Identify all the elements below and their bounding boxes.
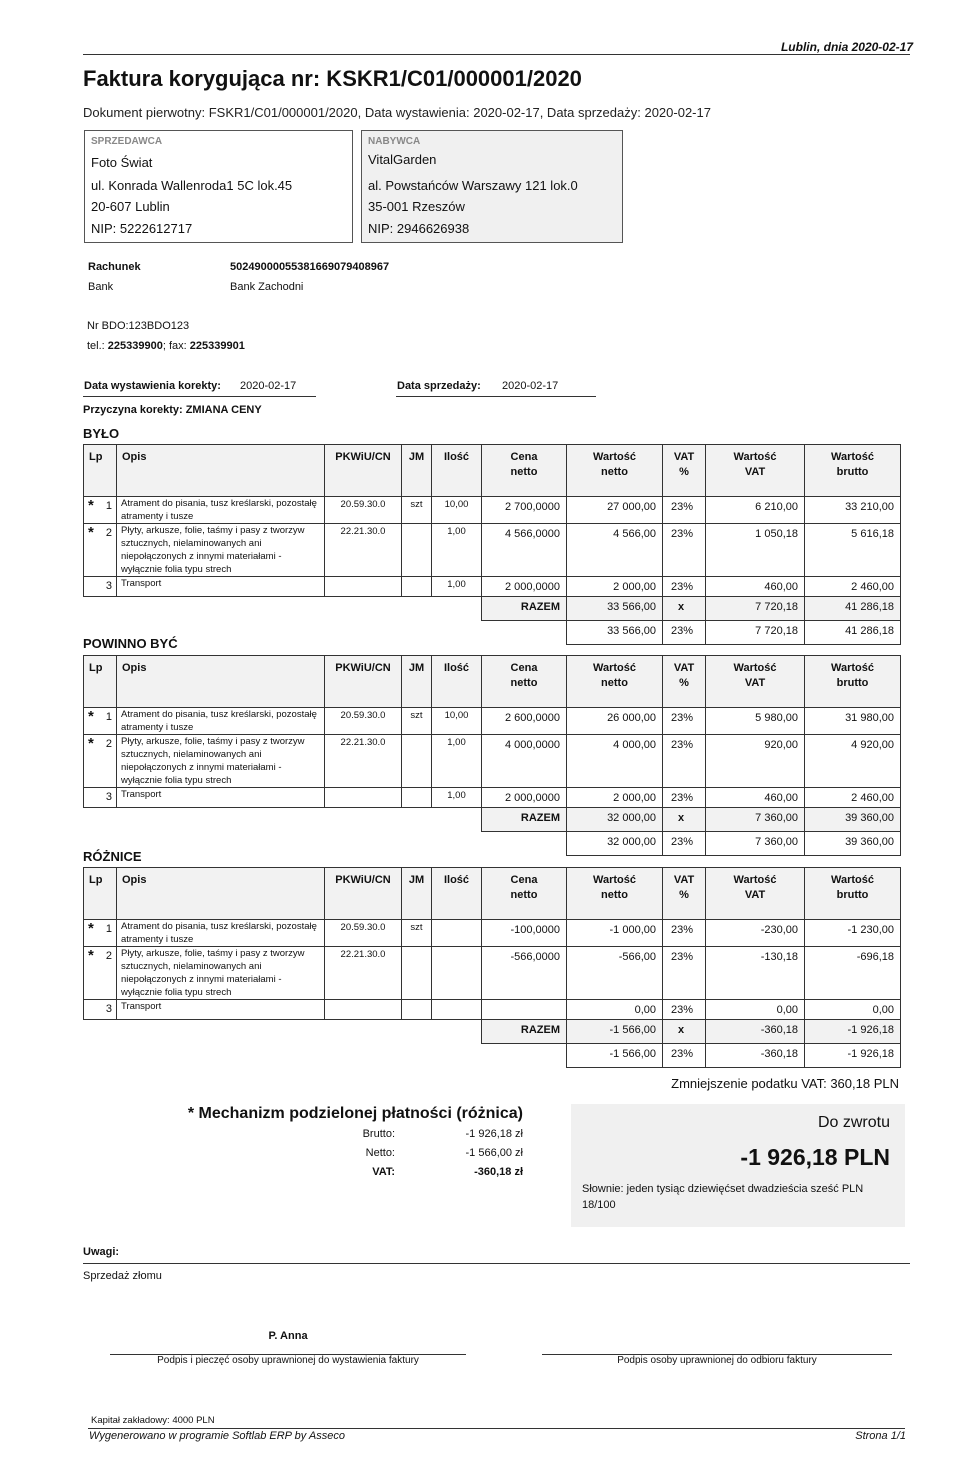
buyer-city: 35-001 Rzeszów — [368, 199, 465, 214]
notes-divider — [83, 1263, 910, 1264]
lp-cell — [84, 524, 117, 577]
item-pkwiu: 22.21.30.0 — [325, 524, 402, 577]
table-header — [84, 868, 901, 920]
item-gross-value: 5 616,18 — [805, 524, 901, 577]
summary-vat-rate: 23% — [663, 832, 706, 856]
section-title: RÓŻNICE — [83, 849, 142, 864]
lp-number: 1 — [105, 500, 112, 512]
split-payment-marker: * — [88, 524, 94, 541]
lp-cell — [84, 788, 117, 808]
table-row — [84, 577, 901, 597]
lp-number: 3 — [105, 791, 112, 803]
item-quantity — [432, 1000, 482, 1020]
totals-vat: -360,18 — [706, 1020, 805, 1044]
item-net-value: 26 000,00 — [567, 708, 663, 735]
table-row — [84, 788, 901, 808]
summary-net: -1 566,00 — [567, 1044, 663, 1068]
table-row — [84, 708, 901, 735]
col-pkwiu: PKWiU/CN — [325, 445, 402, 497]
col-vat-line1: VAT — [673, 662, 695, 674]
lp-number: 3 — [105, 1003, 112, 1015]
totals-vat: 7 360,00 — [706, 808, 805, 832]
item-unit — [402, 577, 432, 597]
col-vat-line2: % — [679, 677, 689, 689]
bank-name: Bank Zachodni — [230, 281, 304, 293]
col-wartosc-brutto — [805, 868, 901, 920]
col-wartosc-vat — [706, 656, 805, 708]
col-ilosc: Ilość — [432, 445, 482, 497]
item-unit-price — [482, 1000, 567, 1020]
item-unit-price: -100,0000 — [482, 920, 567, 947]
item-quantity: 1,00 — [432, 524, 482, 577]
split-brutto-value: -1 926,18 zł — [465, 1128, 523, 1140]
item-vat-rate: 23% — [663, 788, 706, 808]
item-vat-rate: 23% — [663, 708, 706, 735]
col-jm: JM — [402, 445, 432, 497]
totals-gross: 39 360,00 — [805, 808, 901, 832]
bank-label: Bank — [88, 281, 114, 293]
lp-cell — [84, 708, 117, 735]
items-table — [83, 867, 901, 1068]
col-wv-line1: Wartość — [733, 451, 777, 463]
lp-cell — [84, 735, 117, 788]
split-payment-marker: * — [88, 497, 94, 514]
split-netto-value: -1 566,00 zł — [465, 1147, 523, 1159]
lp-number: 1 — [105, 711, 112, 723]
items-table — [83, 655, 901, 856]
spacer — [84, 1020, 482, 1044]
item-vat-value: 1 050,18 — [706, 524, 805, 577]
col-cena — [482, 445, 567, 497]
item-quantity: 10,00 — [432, 708, 482, 735]
item-vat-rate: 23% — [663, 920, 706, 947]
item-unit-price: 2 700,0000 — [482, 497, 567, 524]
summary-gross: 39 360,00 — [805, 832, 901, 856]
col-opis: Opis — [117, 656, 325, 708]
section-title: BYŁO — [83, 426, 120, 441]
lp-number: 2 — [105, 527, 112, 539]
table-row — [84, 947, 901, 1000]
buyer-nip: NIP: 2946626938 — [368, 221, 470, 236]
col-wn-line2: netto — [601, 677, 628, 689]
table-row — [84, 1000, 901, 1020]
col-lp: Lp — [84, 656, 117, 708]
col-wv-line2: VAT — [744, 889, 766, 901]
col-wartosc-brutto — [805, 445, 901, 497]
col-ilosc: Ilość — [432, 868, 482, 920]
totals-vat-rate: x — [663, 597, 706, 621]
summary-gross: 41 286,18 — [805, 621, 901, 645]
totals-label: RAZEM — [482, 808, 567, 832]
bdo-number: Nr BDO:123BDO123 — [87, 320, 190, 332]
receiver-signature-caption: Podpis osoby uprawnionej do odbioru faktury — [617, 1355, 817, 1366]
spacer — [84, 1044, 567, 1068]
item-vat-value: 0,00 — [706, 1000, 805, 1020]
item-pkwiu: 20.59.30.0 — [325, 708, 402, 735]
original-document-info: Dokument pierwotny: FSKR1/C01/000001/2020, Data wystawienia: 2020-02-17, Data sprzedaży: 2020-02-17 — [83, 105, 711, 120]
item-unit: szt — [402, 920, 432, 947]
issuer-signature-caption: Podpis i pieczęć osoby uprawnionej do wystawienia faktury — [157, 1355, 419, 1366]
col-wb-line2: brutto — [836, 466, 869, 478]
item-net-value: 2 000,00 — [567, 577, 663, 597]
lp-number: 2 — [105, 950, 112, 962]
rate-summary-row — [84, 1044, 901, 1068]
col-vat — [663, 445, 706, 497]
split-payment-marker: * — [88, 708, 94, 725]
item-unit-price: 4 000,0000 — [482, 735, 567, 788]
item-vat-rate: 23% — [663, 947, 706, 1000]
summary-vat-rate: 23% — [663, 621, 706, 645]
item-pkwiu: 20.59.30.0 — [325, 497, 402, 524]
item-vat-value: 5 980,00 — [706, 708, 805, 735]
rate-summary-row — [84, 621, 901, 645]
buyer-box — [361, 130, 623, 243]
table-header — [84, 656, 901, 708]
item-unit: szt — [402, 497, 432, 524]
item-quantity: 10,00 — [432, 497, 482, 524]
col-vat-line1: VAT — [673, 451, 695, 463]
item-unit-price: 2 000,0000 — [482, 577, 567, 597]
col-lp: Lp — [84, 445, 117, 497]
totals-vat: 7 720,18 — [706, 597, 805, 621]
item-vat-rate: 23% — [663, 577, 706, 597]
totals-gross: -1 926,18 — [805, 1020, 901, 1044]
col-jm: JM — [402, 868, 432, 920]
item-quantity: 1,00 — [432, 735, 482, 788]
col-opis: Opis — [117, 868, 325, 920]
refund-amount: -1 926,18 PLN — [740, 1144, 890, 1170]
col-cena-line1: Cena — [510, 662, 538, 674]
item-net-value: -1 000,00 — [567, 920, 663, 947]
item-description: Płyty, arkusze, folie, taśmy i pasy z tworzyw sztucznych, nielaminowanych ani niepołączonych z innymi materiałami - wyłącznie folia typu strech — [117, 947, 325, 1000]
col-pkwiu: PKWiU/CN — [325, 868, 402, 920]
summary-net: 32 000,00 — [567, 832, 663, 856]
seller-nip: NIP: 5222612717 — [91, 221, 193, 236]
seller-name: Foto Świat — [91, 155, 153, 170]
item-gross-value: 33 210,00 — [805, 497, 901, 524]
col-wn-line1: Wartość — [593, 451, 636, 463]
col-wb-line1: Wartość — [831, 662, 874, 674]
summary-gross: -1 926,18 — [805, 1044, 901, 1068]
item-vat-value: -130,18 — [706, 947, 805, 1000]
item-quantity: 1,00 — [432, 577, 482, 597]
col-cena-line1: Cena — [510, 874, 538, 886]
col-vat-line2: % — [679, 889, 689, 901]
item-gross-value: -696,18 — [805, 947, 901, 1000]
item-pkwiu: 22.21.30.0 — [325, 735, 402, 788]
refund-label: Do zwrotu — [817, 1114, 890, 1131]
item-net-value: 4 000,00 — [567, 735, 663, 788]
account-number: 50249000055381669079408967 — [230, 261, 390, 273]
split-brutto-label: Brutto: — [362, 1128, 395, 1140]
totals-vat-rate: x — [663, 808, 706, 832]
generated-by: Wygenerowano w programie Softlab ERP by Asseco — [89, 1430, 345, 1442]
sale-date-value: 2020-02-17 — [502, 380, 559, 392]
rate-summary-row — [84, 832, 901, 856]
split-vat-value: -360,18 zł — [474, 1166, 523, 1178]
split-vat-label: VAT: — [372, 1166, 395, 1178]
item-pkwiu: 20.59.30.0 — [325, 920, 402, 947]
fax-number: 225339901 — [189, 340, 245, 352]
tel-label: tel.: — [87, 340, 108, 352]
summary-net: 33 566,00 — [567, 621, 663, 645]
col-cena-line2: netto — [510, 889, 538, 901]
col-cena-line2: netto — [510, 677, 538, 689]
item-description: Atrament do pisania, tusz kreślarski, pozostałę atramenty i tusze — [117, 708, 325, 735]
item-quantity: 1,00 — [432, 788, 482, 808]
item-vat-rate: 23% — [663, 735, 706, 788]
item-vat-value: -230,00 — [706, 920, 805, 947]
lp-cell — [84, 947, 117, 1000]
sale-date-underline — [396, 396, 596, 397]
totals-label: RAZEM — [482, 1020, 567, 1044]
lp-number: 3 — [105, 580, 112, 592]
item-unit — [402, 788, 432, 808]
summary-vat-rate: 23% — [663, 1044, 706, 1068]
sale-date-label: Data sprzedaży: — [397, 380, 481, 392]
col-wartosc-vat — [706, 445, 805, 497]
item-gross-value: 2 460,00 — [805, 577, 901, 597]
fax-label: ; fax: — [162, 340, 190, 352]
item-vat-rate: 23% — [663, 497, 706, 524]
item-net-value: 27 000,00 — [567, 497, 663, 524]
seller-box — [84, 130, 353, 243]
item-vat-value: 460,00 — [706, 788, 805, 808]
item-unit — [402, 1000, 432, 1020]
item-unit — [402, 735, 432, 788]
item-net-value: 4 566,00 — [567, 524, 663, 577]
items-table — [83, 444, 901, 645]
lp-cell — [84, 1000, 117, 1020]
col-lp: Lp — [84, 868, 117, 920]
totals-row — [84, 1020, 901, 1044]
item-pkwiu — [325, 1000, 402, 1020]
col-vat — [663, 656, 706, 708]
col-wv-line2: VAT — [744, 466, 766, 478]
seller-street: ul. Konrada Wallenroda1 5C lok.45 — [91, 178, 293, 193]
spacer — [84, 832, 567, 856]
col-wn-line2: netto — [601, 889, 628, 901]
col-cena-line1: Cena — [510, 451, 538, 463]
summary-vat: 7 720,18 — [706, 621, 805, 645]
item-unit: szt — [402, 708, 432, 735]
item-gross-value: -1 230,00 — [805, 920, 901, 947]
totals-row — [84, 808, 901, 832]
item-vat-rate: 23% — [663, 524, 706, 577]
split-netto-label: Netto: — [365, 1147, 395, 1159]
notes-text: Sprzedaż złomu — [83, 1270, 162, 1282]
issue-date-underline — [83, 396, 316, 397]
buyer-label: NABYWCA — [368, 136, 421, 147]
col-opis: Opis — [117, 445, 325, 497]
item-gross-value: 31 980,00 — [805, 708, 901, 735]
table-header — [84, 445, 901, 497]
item-vat-value: 460,00 — [706, 577, 805, 597]
refund-box — [571, 1104, 905, 1227]
col-ilosc: Ilość — [432, 656, 482, 708]
item-unit — [402, 524, 432, 577]
split-payment-marker: * — [88, 735, 94, 752]
col-cena — [482, 656, 567, 708]
item-vat-value: 6 210,00 — [706, 497, 805, 524]
lp-cell — [84, 497, 117, 524]
seller-city: 20-607 Lublin — [91, 199, 170, 214]
item-pkwiu: 22.21.30.0 — [325, 947, 402, 1000]
page-number: Strona 1/1 — [855, 1430, 906, 1442]
footer-divider — [88, 1428, 905, 1429]
col-cena — [482, 868, 567, 920]
split-payment-marker: * — [88, 947, 94, 964]
totals-net: 33 566,00 — [567, 597, 663, 621]
item-description: Transport — [117, 1000, 325, 1020]
col-wb-line2: brutto — [836, 889, 869, 901]
col-wn-line2: netto — [601, 466, 628, 478]
correction-reason: Przyczyna korekty: ZMIANA CENY — [83, 404, 262, 416]
buyer-street: al. Powstańców Warszawy 121 lok.0 — [368, 178, 578, 193]
buyer-name: VitalGarden — [368, 152, 437, 167]
account-label: Rachunek — [88, 261, 141, 273]
col-wartosc-netto — [567, 656, 663, 708]
item-description: Atrament do pisania, tusz kreślarski, pozostałę atramenty i tusze — [117, 497, 325, 524]
col-wv-line1: Wartość — [733, 874, 777, 886]
item-gross-value: 2 460,00 — [805, 788, 901, 808]
totals-label: RAZEM — [482, 597, 567, 621]
totals-vat-rate: x — [663, 1020, 706, 1044]
item-net-value: -566,00 — [567, 947, 663, 1000]
item-description: Płyty, arkusze, folie, taśmy i pasy z tworzyw sztucznych, nielaminowanych ani niepołączonych z innymi materiałami - wyłącznie folia typu strech — [117, 524, 325, 577]
lp-cell — [84, 920, 117, 947]
totals-net: 32 000,00 — [567, 808, 663, 832]
item-unit-price: 4 566,0000 — [482, 524, 567, 577]
issue-date-label: Data wystawienia korekty: — [84, 380, 221, 392]
col-wn-line1: Wartość — [593, 874, 636, 886]
col-wv-line1: Wartość — [733, 662, 777, 674]
split-payment-marker: * — [88, 920, 94, 937]
page-title: Faktura korygująca nr: KSKR1/C01/000001/2020 — [83, 66, 582, 91]
tel-number: 225339900 — [107, 340, 163, 352]
col-vat-line1: VAT — [673, 874, 695, 886]
summary-vat: 7 360,00 — [706, 832, 805, 856]
lp-cell — [84, 577, 117, 597]
totals-gross: 41 286,18 — [805, 597, 901, 621]
col-vat-line2: % — [679, 466, 689, 478]
phone-fax — [87, 340, 245, 352]
table-row — [84, 524, 901, 577]
item-unit-price: 2 600,0000 — [482, 708, 567, 735]
item-vat-value: 920,00 — [706, 735, 805, 788]
totals-row — [84, 597, 901, 621]
item-net-value: 2 000,00 — [567, 788, 663, 808]
col-pkwiu: PKWiU/CN — [325, 656, 402, 708]
col-wb-line2: brutto — [836, 677, 869, 689]
item-quantity — [432, 920, 482, 947]
refund-words: Słownie: jeden tysiąc dziewięćset dwadzieścia sześć PLN 18/100 — [582, 1183, 864, 1211]
col-wartosc-netto — [567, 445, 663, 497]
item-unit — [402, 947, 432, 1000]
issuer-name: P. Anna — [268, 1330, 308, 1342]
table-row — [84, 920, 901, 947]
table-row — [84, 735, 901, 788]
issue-date-value: 2020-02-17 — [240, 380, 297, 392]
lp-number: 1 — [105, 923, 112, 935]
col-cena-line2: netto — [510, 466, 538, 478]
col-wn-line1: Wartość — [593, 662, 636, 674]
item-description: Atrament do pisania, tusz kreślarski, pozostałę atramenty i tusze — [117, 920, 325, 947]
col-wb-line1: Wartość — [831, 874, 874, 886]
item-unit-price: 2 000,0000 — [482, 788, 567, 808]
col-wartosc-vat — [706, 868, 805, 920]
col-wv-line2: VAT — [744, 677, 766, 689]
summary-vat: -360,18 — [706, 1044, 805, 1068]
totals-net: -1 566,00 — [567, 1020, 663, 1044]
item-net-value: 0,00 — [567, 1000, 663, 1020]
header-divider — [83, 54, 910, 55]
spacer — [84, 597, 482, 621]
item-pkwiu — [325, 577, 402, 597]
item-pkwiu — [325, 788, 402, 808]
col-jm: JM — [402, 656, 432, 708]
spacer — [84, 808, 482, 832]
item-quantity — [432, 947, 482, 1000]
col-wb-line1: Wartość — [831, 451, 874, 463]
place-date: Lublin, dnia 2020-02-17 — [780, 40, 913, 54]
item-vat-rate: 23% — [663, 1000, 706, 1020]
seller-label: SPRZEDAWCA — [91, 136, 163, 147]
col-vat — [663, 868, 706, 920]
split-payment-title: * Mechanizm podzielonej płatności (różnica) — [187, 1105, 523, 1122]
item-description: Transport — [117, 788, 325, 808]
item-unit-price: -566,0000 — [482, 947, 567, 1000]
item-description: Płyty, arkusze, folie, taśmy i pasy z tworzyw sztucznych, nielaminowanych ani niepołączonych z innymi materiałami - wyłącznie folia typu strech — [117, 735, 325, 788]
table-row — [84, 497, 901, 524]
share-capital: Kapitał zakładowy: 4000 PLN — [91, 1415, 215, 1426]
lp-number: 2 — [105, 738, 112, 750]
vat-reduction: Zmniejszenie podatku VAT: 360,18 PLN — [671, 1076, 899, 1091]
col-wartosc-netto — [567, 868, 663, 920]
col-wartosc-brutto — [805, 656, 901, 708]
item-gross-value: 4 920,00 — [805, 735, 901, 788]
item-gross-value: 0,00 — [805, 1000, 901, 1020]
section-title: POWINNO BYĆ — [83, 636, 178, 651]
item-description: Transport — [117, 577, 325, 597]
notes-label: Uwagi: — [83, 1246, 120, 1258]
